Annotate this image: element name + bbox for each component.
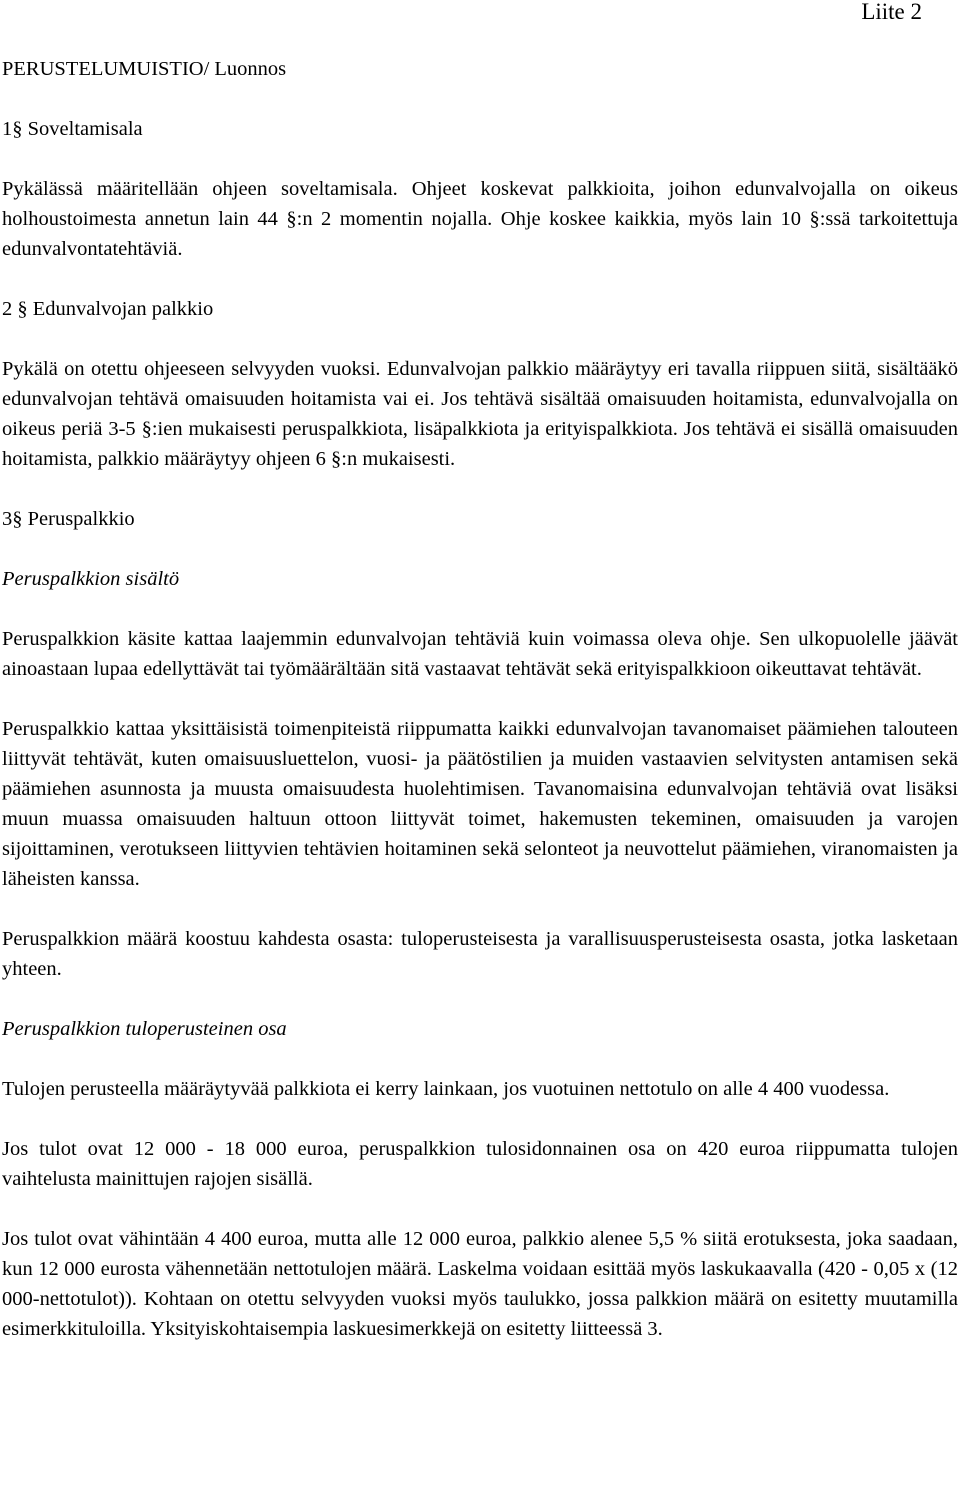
section-heading-3: 3§ Peruspalkkio bbox=[2, 508, 135, 530]
section-3-1-paragraph-3: Peruspalkkion määrä koostuu kahdesta osasta: tuloperusteisesta ja varallisuusperusteisesta osasta, jotka lasketaan yhteen. bbox=[2, 928, 958, 980]
document-body bbox=[2, 54, 958, 1374]
section-3-2-paragraph-1: Tulojen perusteella määräytyvää palkkiota ei kerry lainkaan, jos vuotuinen nettotulo on alle 4 400 vuodessa. bbox=[2, 1078, 890, 1100]
section-2-paragraph-1: Pykälä on otettu ohjeeseen selvyyden vuoksi. Edunvalvojan palkkio määräytyy eri tavalla riippuen siitä, sisältääkö edunvalvojan tehtävä omaisuuden hoitamista vai ei. Jos tehtävä sisältää omaisuuden hoitamista, edunvalvojalla on oikeus periä 3-5 §:ien mukaisesti peruspalkkiota, lisäpalkkiota ja erityispalkkiota. Jos tehtävä ei sisällä omaisuuden hoitamista, palkkio määräytyy ohjeen 6 §:n mukaisesti. bbox=[2, 358, 958, 470]
section-3-2-paragraph-3: Jos tulot ovat vähintään 4 400 euroa, mutta alle 12 000 euroa, palkkio alenee 5,5 % siitä erotuksesta, joka saadaan, kun 12 000 eurosta vähennetään nettotulojen määrä. Laskelma voidaan esittää myös laskukaavalla (420 - 0,05 x (12 000-nettotulot)). Kohtaan on otettu selvyyden vuoksi myös taulukko, jossa palkkion määrä on esitetty muutamilla esimerkkituloilla. Yksityiskohtaisempia laskuesimerkkejä on esitetty liitteessä 3. bbox=[2, 1228, 958, 1340]
subheading-peruspalkkion-sisalto: Peruspalkkion sisältö bbox=[2, 568, 180, 590]
document-title: PERUSTELUMUISTIO/ Luonnos bbox=[2, 58, 287, 80]
subheading-tuloperusteinen-osa: Peruspalkkion tuloperusteinen osa bbox=[2, 1018, 287, 1040]
section-heading-2: 2 § Edunvalvojan palkkio bbox=[2, 298, 214, 320]
section-heading-1: 1§ Soveltamisala bbox=[2, 118, 143, 140]
appendix-label: Liite 2 bbox=[861, 0, 922, 24]
section-3-1-paragraph-2: Peruspalkkio kattaa yksittäisistä toimenpiteistä riippumatta kaikki edunvalvojan tavanomaiset päämiehen talouteen liittyvät tehtävät, kuten omaisuusluettelon, vuosi- ja päätöstilien ja muiden vastaavien selvitysten antamisen sekä päämiehen asunnosta ja muusta omaisuudesta huolehtimisen. Tavanomaisina edunvalvojan tehtäviä ovat lisäksi muun muassa omaisuuden haltuun ottoon liittyvät toimet, hakemusten tekeminen, omaisuuden ja varojen sijoittaminen, verotukseen liittyvien tehtävien hoitaminen sekä selonteot ja neuvottelut päämiehen, viranomaisten ja läheisten kanssa. bbox=[2, 718, 958, 890]
section-3-2-paragraph-2: Jos tulot ovat 12 000 - 18 000 euroa, peruspalkkion tulosidonnainen osa on 420 euroa riippumatta tulojen vaihtelusta mainittujen rajojen sisällä. bbox=[2, 1138, 958, 1190]
section-1-paragraph-1: Pykälässä määritellään ohjeen soveltamisala. Ohjeet koskevat palkkioita, joihon edunvalvojalla on oikeus holhoustoimesta annetun lain 44 §:n 2 momentin nojalla. Ohje koskee kaikkia, myös lain 10 §:ssä tarkoitettuja edunvalvontatehtäviä. bbox=[2, 178, 958, 260]
section-3-1-paragraph-1: Peruspalkkion käsite kattaa laajemmin edunvalvojan tehtäviä kuin voimassa oleva ohje. Sen ulkopuolelle jäävät ainoastaan lupaa edellyttävät tai työmäärältään sitä vastaavat tehtävät sekä erityispalkkioon oikeuttavat tehtävät. bbox=[2, 628, 958, 680]
